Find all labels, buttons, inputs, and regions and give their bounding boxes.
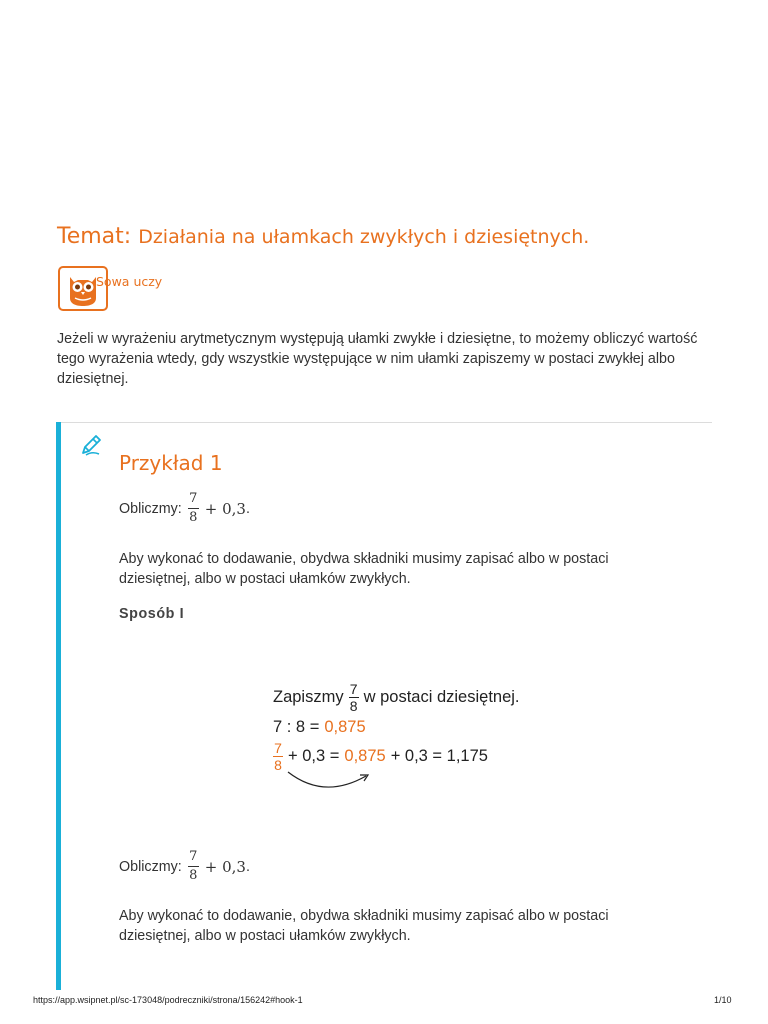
- calc-rest: + 0,3: [204, 499, 246, 518]
- example-paragraph: Aby wykonać to dodawanie, obydwa składniki musimy zapisać albo w postaci dziesiętnej, albo w postaci ułamków zwykłych.: [119, 551, 609, 587]
- fraction-repeat: [188, 850, 199, 883]
- example-paragraph-repeat: Aby wykonać to dodawanie, obydwa składniki musimy zapisać albo w postaci dziesiętnej, albo w postaci ułamków zwykłych.: [119, 908, 609, 944]
- figure-line3-end: + 0,3 = 1,175: [390, 747, 488, 765]
- calculation-line: [119, 492, 250, 525]
- figure-line-1: [273, 682, 520, 713]
- footer-url[interactable]: https://app.wsipnet.pl/sc-173048/podreczniki/strona/156242#hook-1: [33, 995, 303, 1005]
- section-divider: [60, 422, 712, 423]
- figure-line1-before: Zapiszmy: [273, 688, 344, 706]
- figure-line-2: [273, 718, 366, 737]
- example-title: Przykład 1: [119, 451, 223, 475]
- fraction-numerator: 7: [189, 491, 198, 506]
- figure-fraction-orange-numerator: 7: [274, 740, 282, 756]
- figure-fraction-numerator: 7: [349, 681, 358, 697]
- calc-end-repeat: .: [245, 858, 250, 875]
- calc-rest-repeat: + 0,3: [204, 857, 246, 876]
- figure-line3-mid: + 0,3 =: [288, 747, 340, 765]
- fraction-denominator-repeat: 8: [189, 868, 198, 883]
- calc-end: .: [245, 500, 250, 517]
- method-heading: Sposób I: [119, 606, 185, 622]
- fraction-bar: [188, 508, 199, 509]
- calc-label-repeat: Obliczmy:: [119, 858, 182, 875]
- page-number: 1/10: [714, 995, 732, 1005]
- figure-fraction-orange-denominator: 8: [274, 757, 282, 773]
- calc-label: Obliczmy:: [119, 500, 182, 517]
- intro-paragraph: Jeżeli w wyrażeniu arytmetycznym występują ułamki zwykłe i dziesiętne, to możemy obliczyć wartość tego wyrażenia wtedy, gdy wszystkie występujące w nim ułamki zapiszemy w postaci zwykłej albo dziesiętnej.: [57, 331, 698, 387]
- figure-line2-result: 0,875: [324, 718, 366, 736]
- figure-line1-after: w postaci dziesiętnej.: [363, 688, 520, 706]
- fraction: [188, 492, 199, 525]
- figure-fraction-denominator: 8: [349, 698, 358, 714]
- calculation-line-repeat: [119, 850, 250, 883]
- topic-heading: [57, 224, 589, 249]
- example-accent-bar: [56, 422, 61, 990]
- topic-title: Działania na ułamkach zwykłych i dziesiętnych.: [138, 226, 590, 248]
- topic-label: Temat:: [57, 224, 132, 249]
- fraction-numerator-repeat: 7: [189, 849, 198, 864]
- fraction-bar-repeat: [188, 866, 199, 867]
- figure-line-3: [273, 741, 488, 772]
- owl-label: Sowa uczy: [96, 274, 163, 289]
- conversion-figure: [268, 678, 550, 796]
- figure-line3-orange: 0,875: [344, 747, 386, 765]
- fraction-denominator: 8: [189, 510, 198, 525]
- pencil-icon: [80, 434, 102, 456]
- figure-line2-left: 7 : 8 =: [273, 718, 320, 736]
- curved-arrow-icon: [284, 770, 374, 794]
- figure-fraction: [349, 682, 359, 713]
- figure-fraction-orange: [273, 741, 283, 772]
